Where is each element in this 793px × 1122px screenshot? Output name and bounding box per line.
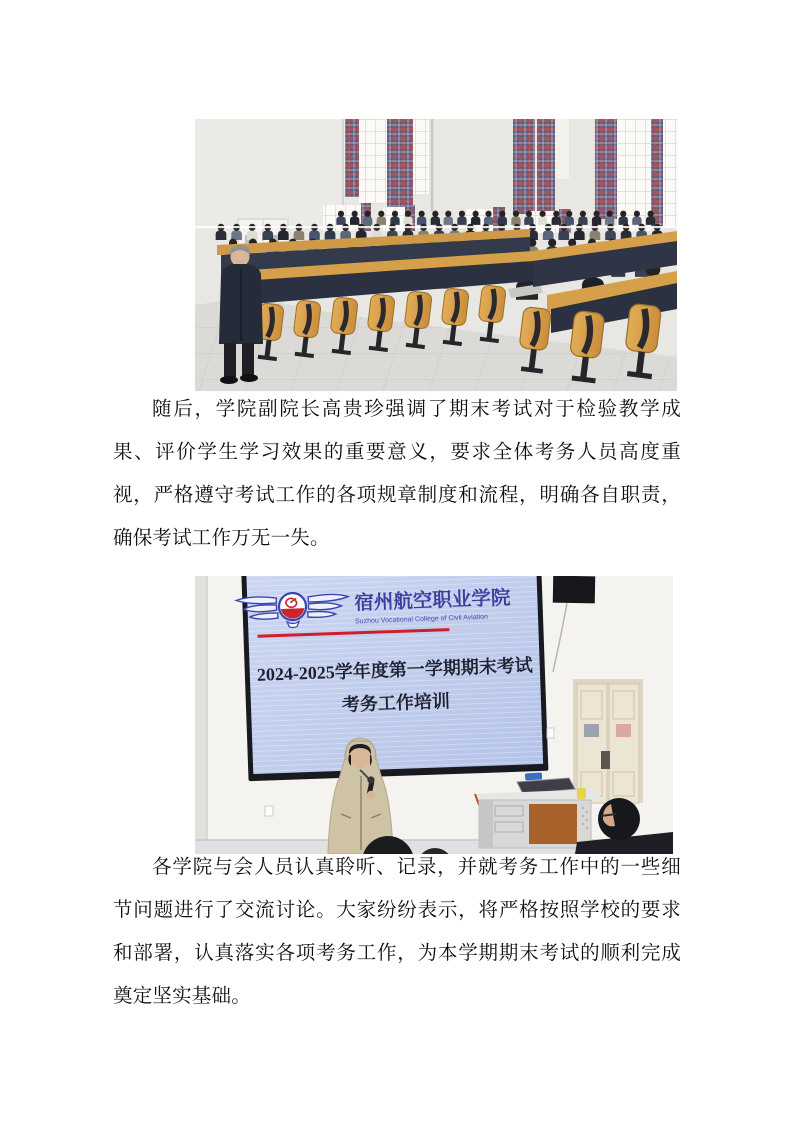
light-switch — [547, 728, 554, 738]
photo-lecture-hall — [195, 119, 677, 391]
slide-screen — [235, 576, 548, 781]
room-door — [573, 679, 643, 803]
paragraph-1: 随后，学院副院长高贵珍强调了期末考试对于检验教学成果、评价学生学习效果的重要意义，要求全体考务人员高度重视，严格遵守考试工作的各项规章制度和流程，明确各自职责，确保考试工作万无一失。 — [113, 399, 681, 549]
lecture-hall-scene — [195, 119, 677, 391]
college-name-cn: 宿州航空职业学院 — [354, 586, 511, 615]
slide-title-line1: 2024-2025学年度第一学期期末考试 — [256, 655, 534, 685]
training-room-scene — [195, 576, 673, 854]
paragraph-2: 各学院与会人员认真聆听、记录，并就考务工作中的一些细节问题进行了交流讨论。大家纷纷表示，将严格按照学校的要求和部署，认真落实各项考务工作，为本学期期末考试的顺利完成奠定坚实基础。 — [113, 857, 681, 1007]
photo-training-presentation — [195, 576, 673, 854]
slide-title-line2: 考务工作培训 — [341, 691, 451, 715]
light-switch-2 — [265, 806, 273, 816]
college-name-en: Suzhou Vocational College of Civil Aviation — [354, 613, 489, 626]
